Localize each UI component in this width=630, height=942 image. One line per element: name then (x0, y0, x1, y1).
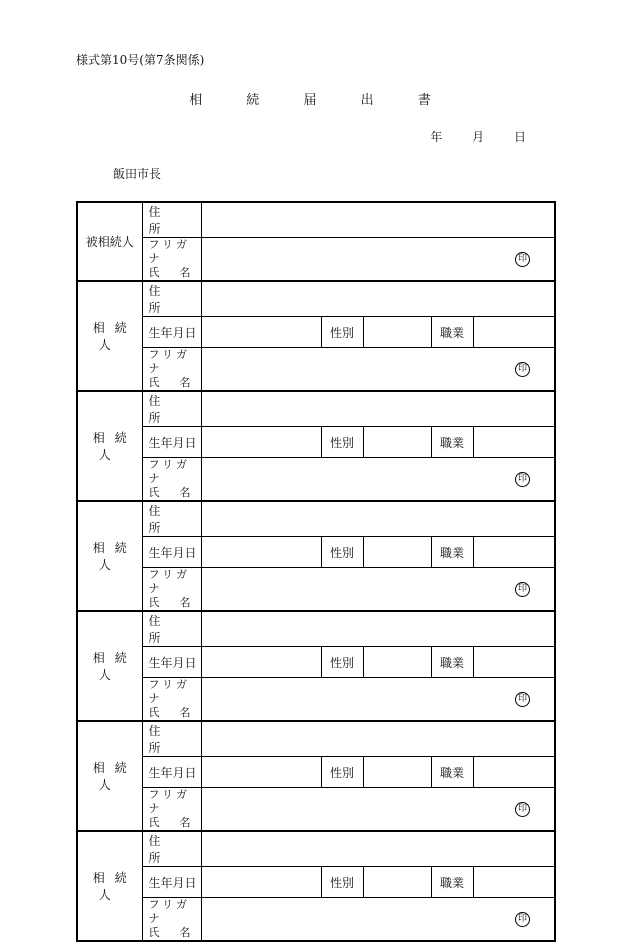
heir-block (77, 831, 555, 941)
heir-block (77, 721, 555, 831)
heir-birthdate-field[interactable] (201, 317, 321, 348)
addressee: 飯田市長 (113, 167, 162, 181)
heir-occupation-field[interactable] (473, 867, 555, 898)
heir-label: 相続人 (77, 281, 142, 391)
heir-gender-field[interactable] (363, 647, 431, 678)
heir-occupation-field[interactable] (473, 647, 555, 678)
name-label: 氏名 (148, 376, 191, 389)
date-day: 日 (513, 130, 526, 144)
heir-gender-label: 性別 (321, 757, 363, 788)
name-label: 氏名 (148, 816, 191, 829)
heir-name-label (142, 898, 201, 942)
heir-address-field[interactable] (201, 501, 555, 537)
heir-occupation-label: 職業 (431, 317, 473, 348)
heir-birthdate-field[interactable] (201, 867, 321, 898)
heir-name-label (142, 458, 201, 502)
heir-occupation-label: 職業 (431, 647, 473, 678)
kana-label: フリガナ (148, 458, 190, 485)
heir-name-label (142, 788, 201, 832)
heir-name-field[interactable] (201, 678, 555, 722)
form-number: 様式第10号(第7条関係) (76, 53, 205, 67)
name-label: 氏名 (148, 266, 191, 279)
decedent-address-field[interactable] (201, 202, 555, 238)
heir-occupation-field[interactable] (473, 757, 555, 788)
heir-gender-field[interactable] (363, 537, 431, 568)
heir-block (77, 391, 555, 501)
heir-address-label: 住所 (142, 281, 201, 317)
heir-label: 相続人 (77, 391, 142, 501)
kana-label: フリガナ (148, 788, 190, 815)
heir-occupation-field[interactable] (473, 537, 555, 568)
name-label: 氏名 (148, 706, 191, 719)
heir-label: 相続人 (77, 501, 142, 611)
heir-gender-label: 性別 (321, 427, 363, 458)
heir-occupation-label: 職業 (431, 757, 473, 788)
heir-name-label (142, 678, 201, 722)
heir-address-field[interactable] (201, 611, 555, 647)
kana-label: フリガナ (148, 678, 190, 705)
seal-mark-icon: 印 (515, 802, 530, 817)
heir-gender-label: 性別 (321, 867, 363, 898)
name-label: 氏名 (148, 596, 191, 609)
kana-label: フリガナ (148, 238, 190, 265)
decedent-address-label: 住所 (142, 202, 201, 238)
seal-mark-icon: 印 (515, 582, 530, 597)
heir-birthdate-label: 生年月日 (142, 317, 201, 348)
seal-mark-icon: 印 (515, 912, 530, 927)
heir-block (77, 281, 555, 391)
decedent-block (77, 202, 555, 281)
heir-address-label: 住所 (142, 501, 201, 537)
heir-gender-label: 性別 (321, 647, 363, 678)
kana-label: フリガナ (148, 348, 190, 375)
heir-address-label: 住所 (142, 611, 201, 647)
heir-name-field[interactable] (201, 568, 555, 612)
decedent-label: 被相続人 (77, 202, 142, 281)
heir-occupation-label: 職業 (431, 867, 473, 898)
heir-name-label (142, 568, 201, 612)
heir-address-label: 住所 (142, 831, 201, 867)
heir-gender-field[interactable] (363, 757, 431, 788)
date-year: 年 (430, 130, 443, 144)
heir-birthdate-label: 生年月日 (142, 867, 201, 898)
heir-address-field[interactable] (201, 721, 555, 757)
heir-occupation-label: 職業 (431, 537, 473, 568)
heir-address-field[interactable] (201, 831, 555, 867)
heir-address-label: 住所 (142, 721, 201, 757)
heir-gender-field[interactable] (363, 427, 431, 458)
heir-gender-label: 性別 (321, 317, 363, 348)
heir-name-field[interactable] (201, 458, 555, 502)
seal-mark-icon: 印 (515, 252, 530, 267)
decedent-name-label (142, 238, 201, 282)
heir-label: 相続人 (77, 831, 142, 941)
heir-birthdate-field[interactable] (201, 647, 321, 678)
heir-address-label: 住所 (142, 391, 201, 427)
heir-block (77, 611, 555, 721)
heir-name-field[interactable] (201, 788, 555, 832)
name-label: 氏名 (148, 926, 191, 939)
heir-occupation-label: 職業 (431, 427, 473, 458)
heir-block (77, 501, 555, 611)
seal-mark-icon: 印 (515, 472, 530, 487)
heir-name-label (142, 348, 201, 392)
heir-birthdate-field[interactable] (201, 537, 321, 568)
heir-address-field[interactable] (201, 281, 555, 317)
heir-birthdate-label: 生年月日 (142, 427, 201, 458)
heir-address-field[interactable] (201, 391, 555, 427)
heir-gender-field[interactable] (363, 867, 431, 898)
heir-gender-field[interactable] (363, 317, 431, 348)
heir-name-field[interactable] (201, 898, 555, 942)
heir-label: 相続人 (77, 721, 142, 831)
heir-occupation-field[interactable] (473, 317, 555, 348)
heir-birthdate-field[interactable] (201, 427, 321, 458)
document-title: 相 続 届 出 書 (189, 93, 451, 108)
heir-birthdate-label: 生年月日 (142, 757, 201, 788)
heir-label: 相続人 (77, 611, 142, 721)
heir-birthdate-label: 生年月日 (142, 537, 201, 568)
kana-label: フリガナ (148, 568, 190, 595)
heir-birthdate-field[interactable] (201, 757, 321, 788)
decedent-name-field[interactable] (201, 238, 555, 282)
name-label: 氏名 (148, 486, 191, 499)
heir-birthdate-label: 生年月日 (142, 647, 201, 678)
heir-name-field[interactable] (201, 348, 555, 392)
kana-label: フリガナ (148, 898, 190, 925)
heir-gender-label: 性別 (321, 537, 363, 568)
seal-mark-icon: 印 (515, 692, 530, 707)
inheritance-form-table (76, 201, 556, 942)
date-line (430, 128, 526, 145)
date-month: 月 (472, 130, 485, 144)
seal-mark-icon: 印 (515, 362, 530, 377)
heir-occupation-field[interactable] (473, 427, 555, 458)
